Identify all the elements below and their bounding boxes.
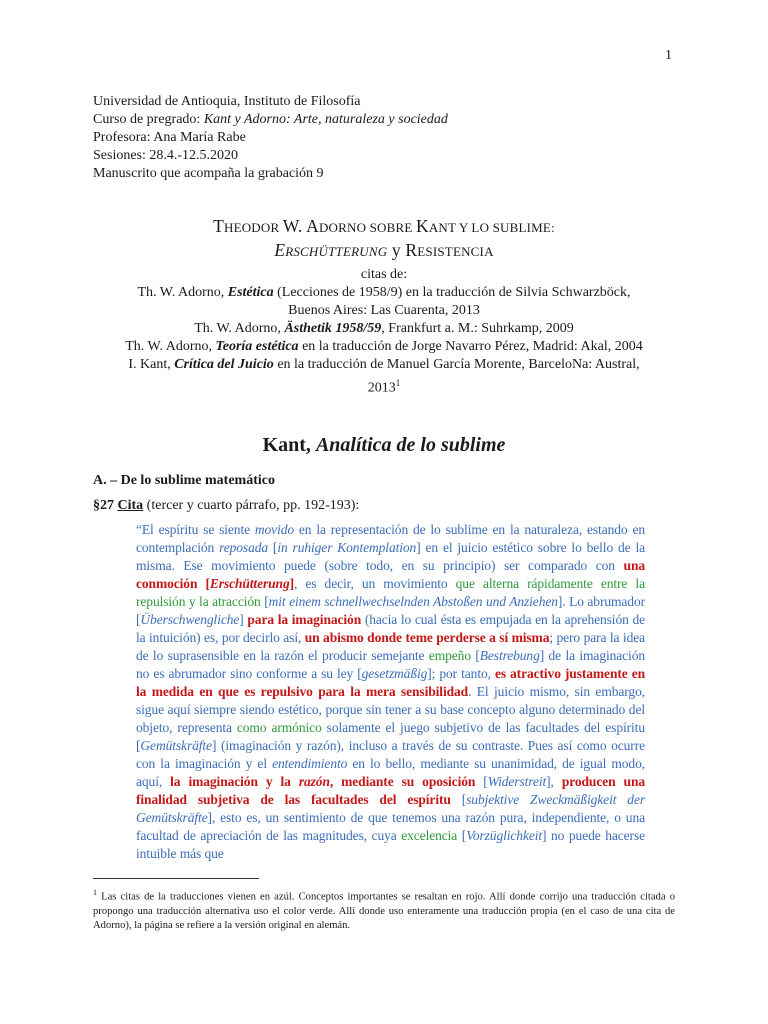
subsection-heading: A. – De lo sublime matemático [93,473,275,488]
citations-intro: citas de: [360,267,408,282]
citation-adorno-asthetik: Th. W. Adorno, Ästhetik 1958/59, Frankfurt a. M.: Suhrkamp, 2009 [194,321,574,336]
citation-list [60,266,708,398]
kant-quote: “El espíritu se siente movido en la representación de lo sublime en la naturaleza, estando en contemplación reposada [in ruhiger Kontemplation] en el juicio estético sobre lo bello de la misma. Ese movimiento puede (sobre todo, en su principio) ser comparado con una conmoción [Erschütterung], es decir, un movimiento que alterna rápidamente entre la repulsión y la atracción [mit einem schnellwechselnden Abstoßen und Anziehen]. Lo abrumador [Überschwengliche] para la imaginación (hacia lo cual ésta es empujada en la aprehensión de la intuición) es, por decirlo así, un abismo donde teme perderse a sí misma; pero para la idea de lo suprasensible en la razón el producir semejante empeño [Bestrebung] de la imaginación no es abrumador sino conforme a su ley [gesetzmäßig]; por tanto, es atractivo justamente en la medida en que es repulsivo para la mera sensibilidad. El juicio mismo, sin embargo, sigue aquí siempre siendo estético, porque sin tener a su base concepto alguno determinado del objeto, representa como armónico solamente el juego subjetivo de las facultades del espíritu [Gemütskräfte] (imaginación y razón), incluso a través de su contraste. Pues así como ocurre con la imaginación y el entendimiento en lo bello, mediante su unanimidad, de igual modo, aquí, la imaginación y la razón, mediante su oposición [Widerstreit], producen una finalidad subjetiva de las facultades del espíritu [subjektive Zweckmäßigkeit der Gemütskräfte], esto es, un sentimiento de que tenemos una razón pura, independiente, o una facultad de apreciación de las magnitudes, cuya excelencia [Vorzüglichkeit] no puede hacerse intuible más que [136,522,646,861]
section-title: Kant, Analítica de lo sublime [262,433,506,456]
citation-adorno-estetica-cont: Buenos Aires: Las Cuarenta, 2013 [288,303,480,318]
sessions-line: Sesiones: 28.4.-12.5.2020 [93,148,239,163]
footnote-separator [93,878,259,879]
institution-line: Universidad de Antioquia, Instituto de Filosofía [93,94,361,109]
citation-adorno-teoria: Th. W. Adorno, Teoría estética en la traducción de Jorge Navarro Pérez, Madrid: Akal, 2004 [125,339,643,354]
paragraph-reference: §27 Cita (tercer y cuarto párrafo, pp. 192-193): [93,498,360,513]
citation-kant-critica: I. Kant, Crítica del Juicio en la traducción de Manuel García Morente, BarceloNa: Austral, [128,357,640,372]
footnote [93,886,675,933]
citation-kant-critica-cont: 2013$^1$ [367,378,401,396]
document-title-line2: ERSCHÜTTERUNG y RESISTENCIA [274,240,494,260]
document-title-line1: THEODOR W. ADORNO SOBRE KANT Y LO SUBLIME: [213,216,555,236]
page-number: 1 [665,48,672,63]
footnote-text: Las citas de la traducciones vienen en azúl. Conceptos importantes se resaltan en rojo. Allí donde corrijo una traducción citada o propongo una traducción alternativa uso el color verde. Allí donde uso enteramente una traducción propia (en el caso de una cita de Adorno), la página se refiere a la versión original en alemán. [93,891,675,931]
footnote-ref: 1 [395,378,401,388]
footnote-marker: 1 [93,888,97,897]
citation-adorno-estetica: Th. W. Adorno, Estética (Lecciones de 1958/9) en la traducción de Silvia Schwarzböck, [137,285,631,300]
document-title [0,215,768,263]
professor-line: Profesora: Ana María Rabe [93,130,246,145]
manuscript-line: Manuscrito que acompaña la grabación 9 [93,166,324,181]
course-line: Curso de pregrado: Kant y Adorno: Arte, naturaleza y sociedad [93,112,448,127]
course-header [93,93,448,183]
